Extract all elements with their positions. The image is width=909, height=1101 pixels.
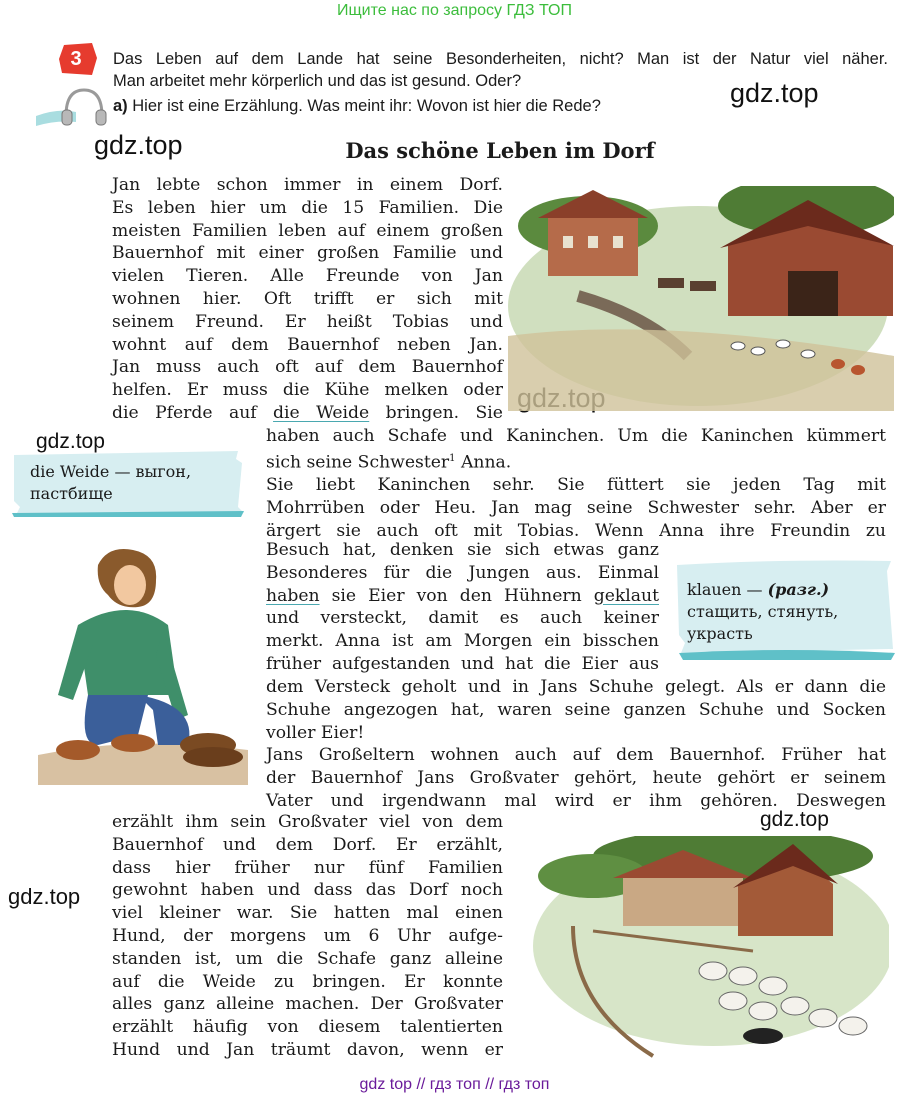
story-block-1	[112, 174, 503, 425]
intro-line-1: Das Leben auf dem Lande hat seine Besonderheiten, nicht? Man ist der Natur viel näher.	[113, 50, 888, 68]
story-line: haben sie Eier von den Hühnern geklaut	[266, 585, 659, 606]
story-line: Bauernhof mit einer großen Familie und	[112, 243, 503, 264]
story-line: Hund, der morgens um 6 Uhr aufge-	[112, 925, 503, 946]
story-line: Mohrrüben oder Heu. Jan mag seine Schwester sehr. Aber er	[266, 498, 886, 519]
task-a-label: a)	[113, 97, 128, 115]
gloss-klauen-line1: klauen — (разг.)	[687, 580, 830, 599]
story-block-3	[266, 539, 659, 676]
story-line: Jans Großeltern wohnen auch auf dem Bauernhof. Früher hat	[266, 745, 886, 766]
story-line: Sie liebt Kaninchen sehr. Sie füttert sie jeden Tag mit	[266, 475, 886, 496]
task-a-text: Hier ist eine Erzählung. Was meint ihr: Wovon ist hier die Rede?	[132, 97, 601, 115]
watermark: gdz.top	[760, 808, 829, 831]
story-line: alles ganz alleine machen. Der Großvater	[112, 994, 503, 1015]
story-block-4	[266, 676, 886, 813]
geklaut-term: geklaut	[593, 585, 659, 606]
story-line: wohnen hier. Oft trifft er sich mit	[112, 288, 503, 309]
story-line: helfen. Er muss die Kühe melken oder	[112, 380, 503, 401]
story-line: viel kleiner war. Sie hatten mal einen	[112, 903, 503, 924]
gloss-klauen	[677, 557, 895, 660]
story-line: Schuhe angezogen hat, waren seine ganzen Schuhe und Socken	[266, 699, 886, 720]
watermark: gdz.top	[730, 78, 819, 108]
story-line: ärgert sie auch oft mit Tobias. Wenn Anna ihre Freundin zu	[266, 520, 886, 541]
story-line: Jan muss auch oft auf dem Bauernhof	[112, 357, 503, 378]
story-line: haben auch Schafe und Kaninchen. Um die Kaninchen kümmert	[266, 426, 886, 446]
story-line: erzählt häufig von diesem talentierten	[112, 1017, 503, 1038]
story-line: Es leben hier um die 15 Familien. Die	[112, 197, 503, 218]
story-line: meisten Familien leben auf einem großen	[112, 220, 503, 241]
haben-term: haben	[266, 585, 320, 606]
story-line: und versteckt, damit es auch keiner	[266, 608, 659, 629]
watermark: gdz.top	[94, 130, 183, 160]
top-banner: Ищите нас по запросу ГДЗ ТОП	[337, 2, 572, 19]
story-line: wohnt auf dem Bauernhof neben Jan.	[112, 334, 503, 355]
intro-line-2: Man arbeitet mehr körperlich und das ist gesund. Oder?	[113, 72, 522, 90]
story-line: standen ist, um die Schafe ganz alleine	[112, 948, 503, 969]
story-line: Hund und Jan träumt davon, wenn er	[112, 1039, 503, 1060]
bottom-banner: gdz top // гдз топ // гдз топ	[359, 1076, 550, 1093]
task-a	[113, 95, 601, 117]
story-line: sich seine Schwester$^1$ Anna.	[266, 452, 512, 473]
story-line: Jan lebte schon immer in einem Dorf.	[112, 175, 503, 195]
story-line: dem Versteck geholt und in Jans Schuhe gelegt. Als er dann die	[266, 677, 886, 697]
gloss-klauen-line2: стащить, стянуть,	[687, 602, 839, 621]
watermark: gdz.top	[8, 884, 81, 909]
story-line: erzählt ihm sein Großvater viel von dem	[112, 812, 503, 832]
story-line: voller Eier!	[266, 722, 365, 743]
footnote-mark: 1	[449, 452, 456, 464]
gloss-weide-line1: die Weide — выгон,	[30, 462, 192, 481]
story-line: Vater und irgendwann mal wird er ihm gehören. Deswegen	[266, 790, 886, 811]
story-line: Bauernhof und dem Dorf. Er erzählt,	[112, 834, 503, 855]
story-line: Besonderes für die Jungen aus. Einmal	[266, 562, 659, 583]
farm-illustration	[508, 186, 894, 411]
girl-illustration	[38, 545, 248, 785]
story-block-2	[266, 425, 886, 543]
headphones-icon	[36, 82, 116, 128]
story-line: auf die Weide zu bringen. Er konnte	[112, 971, 503, 992]
story-line: dass hier früher nur fünf Familien	[112, 857, 503, 878]
story-line: früher aufgestanden und hat die Eier aus	[266, 653, 659, 674]
story-line: die Pferde auf die Weide bringen. Sie	[112, 402, 503, 423]
task-number: 3	[70, 48, 82, 70]
weide-term: die Weide	[273, 402, 370, 423]
gloss-weide	[12, 449, 244, 517]
story-line: gewohnt haben und dass das Dorf noch	[112, 880, 503, 901]
story-line: vielen Tieren. Alle Freunde von Jan	[112, 266, 503, 287]
story-line: merkt. Anna ist am Morgen ein bisschen	[266, 631, 659, 652]
gloss-klauen-line3: украсть	[687, 624, 753, 643]
story-title: Das schöne Leben im Dorf	[345, 138, 655, 163]
story-line: seinem Freund. Er heißt Tobias und	[112, 311, 503, 332]
watermark: gdz.top	[36, 430, 105, 453]
story-block-5	[112, 811, 503, 1062]
story-line: der Bauernhof Jans Großvater gehört, heute gehört er seinem	[266, 768, 886, 789]
sheep-farm-illustration	[533, 836, 889, 1058]
story-line: Besuch hat, denken sie sich etwas ganz	[266, 540, 659, 560]
gloss-colloquial-mark: (разг.)	[767, 580, 830, 599]
gloss-weide-line2: пастбище	[30, 484, 113, 503]
